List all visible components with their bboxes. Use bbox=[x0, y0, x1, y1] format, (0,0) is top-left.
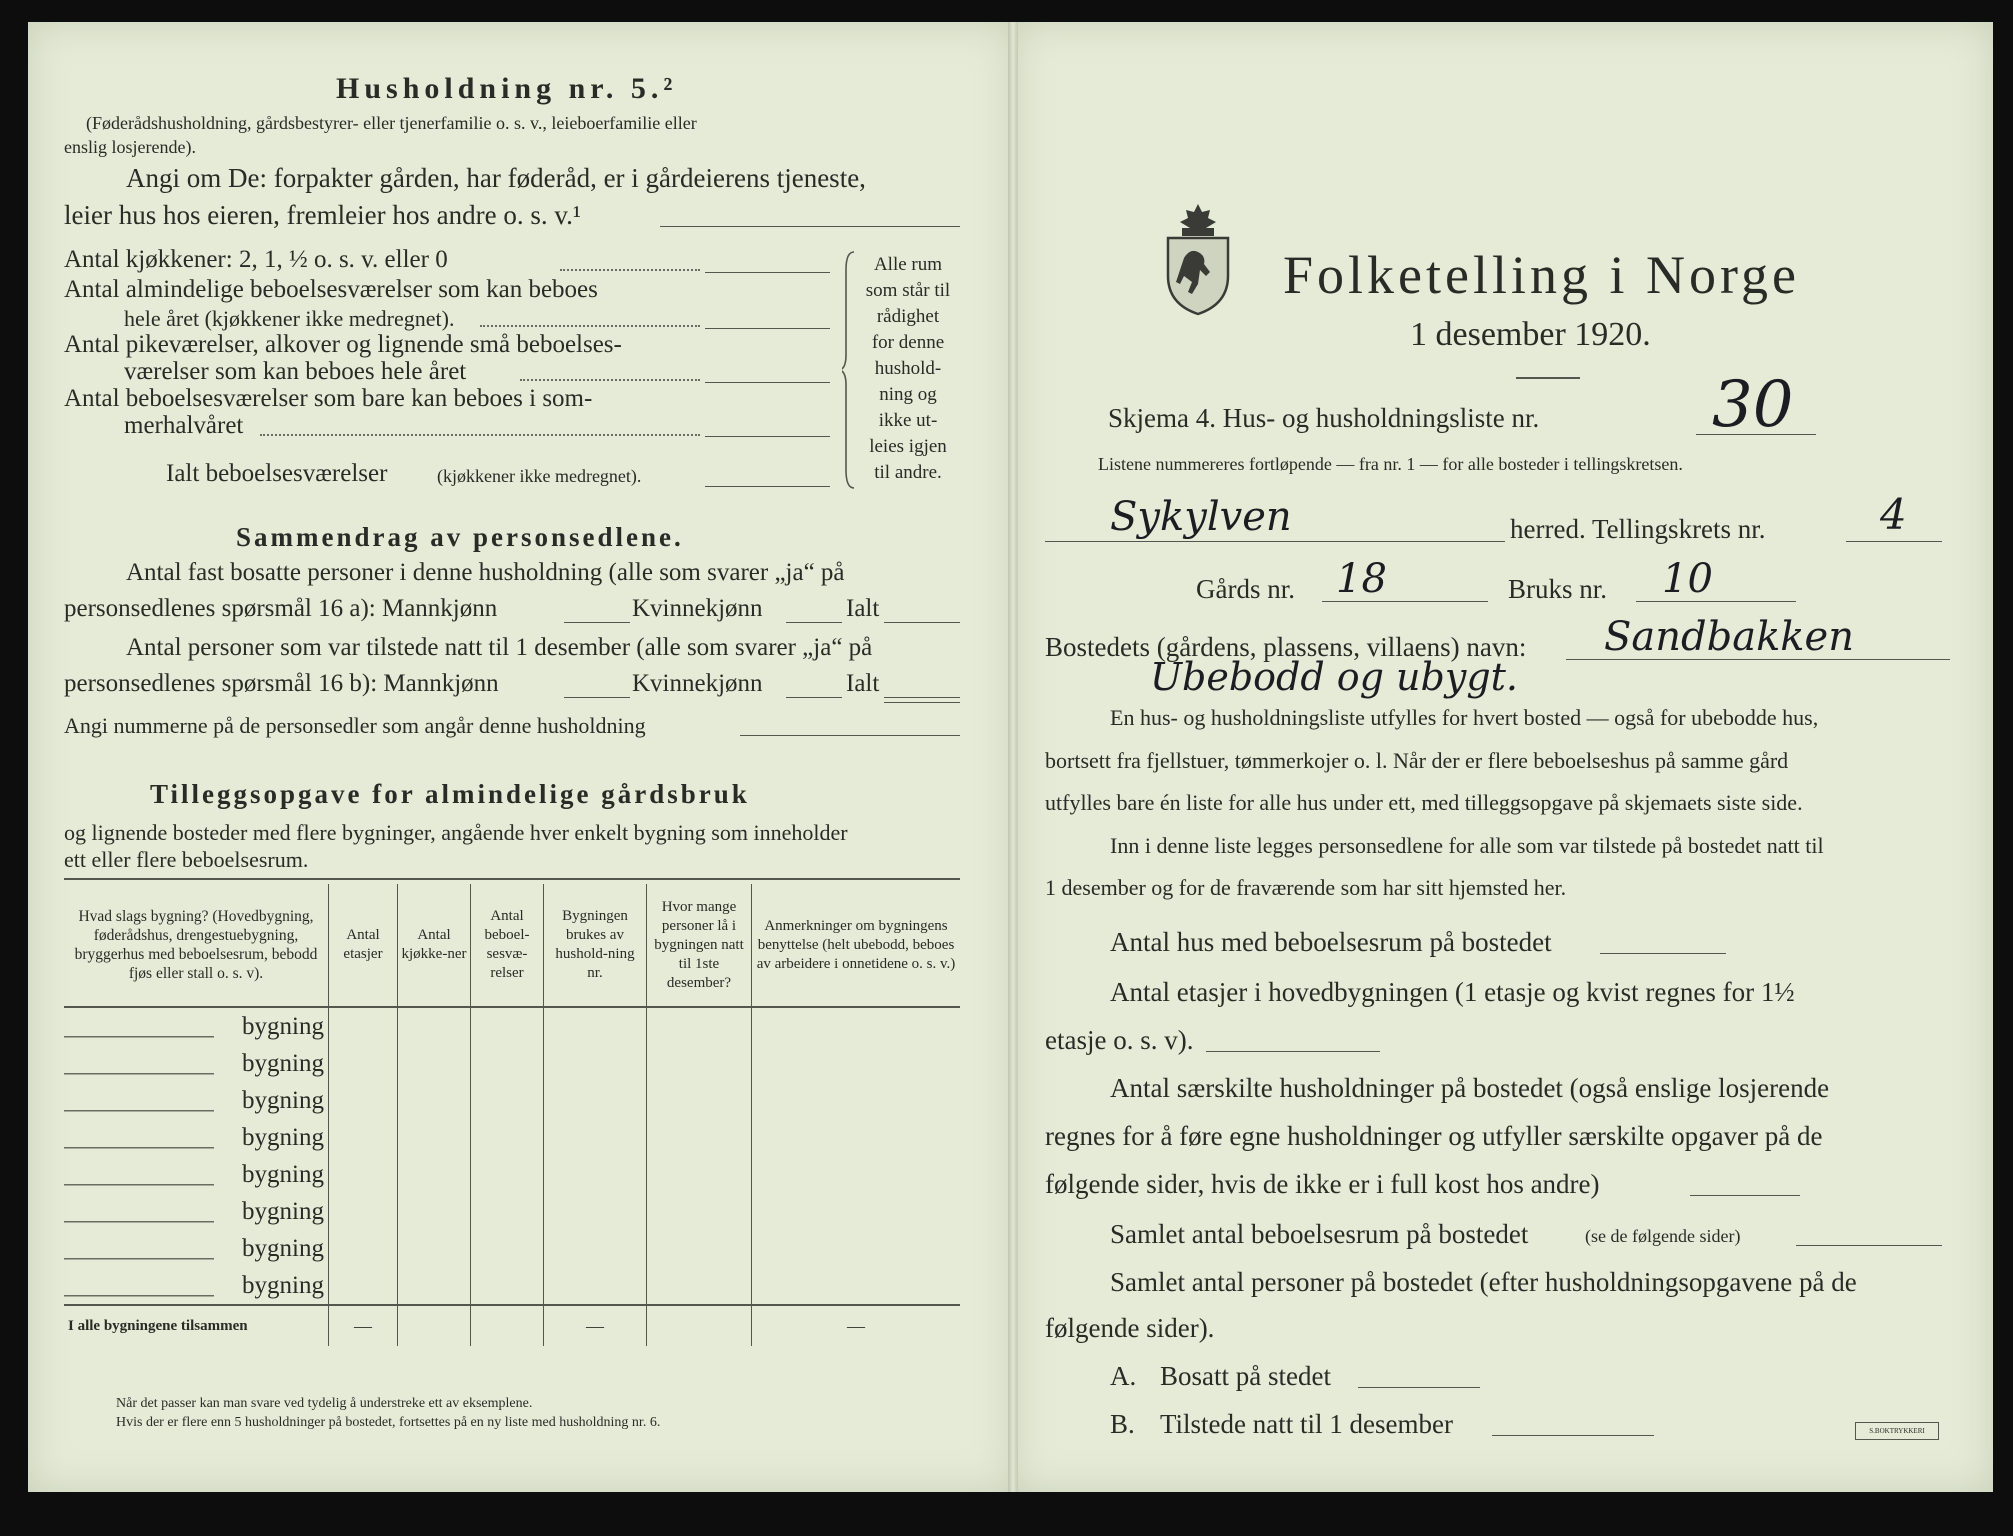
building-cell[interactable] bbox=[752, 1230, 961, 1267]
household-subtitle: (Føderådshusholdning, gårdsbestyrer- eller tjenerfamilie o. s. v., leieboerfamilie eller bbox=[86, 113, 697, 133]
q-etasjer-2: etasje o. s. v). bbox=[1045, 1025, 1194, 1055]
building-cell[interactable] bbox=[398, 1045, 471, 1082]
angi-nummerne: Angi nummerne på de personsedler som angår denne husholdning bbox=[64, 713, 646, 738]
col-husholdning: Bygningen brukes av hushold-ning nr. bbox=[544, 884, 647, 1007]
tilst-kvinne-answer bbox=[786, 697, 842, 698]
building-row-label: bygning bbox=[64, 1267, 329, 1305]
kjokkener-answer bbox=[705, 272, 830, 273]
building-cell[interactable] bbox=[398, 1267, 471, 1305]
building-row-label: bygning bbox=[64, 1082, 329, 1119]
pike-dots bbox=[520, 379, 700, 381]
side-note-line: Alle rum bbox=[873, 254, 943, 275]
building-cell[interactable] bbox=[471, 1267, 544, 1305]
fast-ialt-answer bbox=[884, 622, 960, 623]
building-cell[interactable] bbox=[398, 1230, 471, 1267]
q-rum: Samlet antal beboelsesrum på bostedet bbox=[1110, 1219, 1529, 1249]
col-beboelsesvaerelser: Antal beboel-sesvæ-relser bbox=[471, 884, 544, 1007]
title-rule bbox=[1516, 377, 1580, 379]
building-row-label: bygning bbox=[64, 1007, 329, 1045]
angi-line-1: Angi om De: forpakter gården, har føderåd, er i gårdeierens tjeneste, bbox=[126, 163, 866, 193]
a-label: A. bbox=[1110, 1361, 1137, 1391]
sum-label: I alle bygningene tilsammen bbox=[64, 1305, 329, 1346]
building-cell[interactable] bbox=[398, 1007, 471, 1045]
alm-dots bbox=[480, 325, 700, 327]
col-kjokkener: Antal kjøkke-ner bbox=[398, 884, 471, 1007]
building-cell[interactable] bbox=[329, 1193, 398, 1230]
q-etasjer-answer bbox=[1206, 1051, 1380, 1052]
building-cell[interactable] bbox=[544, 1230, 647, 1267]
building-row-label: bygning bbox=[64, 1230, 329, 1267]
b-answer bbox=[1492, 1435, 1654, 1436]
pike-label-1: Antal pikeværelser, alkover og lignende små beboelses- bbox=[64, 331, 622, 358]
skjema-label: Skjema 4. Hus- og husholdningsliste nr. bbox=[1108, 403, 1540, 433]
building-row-label: bygning bbox=[64, 1156, 329, 1193]
building-row bbox=[64, 1119, 960, 1156]
building-cell[interactable] bbox=[398, 1119, 471, 1156]
herred-label: herred. Tellingskrets nr. bbox=[1510, 514, 1766, 544]
building-cell[interactable] bbox=[398, 1156, 471, 1193]
household-subtitle-2: enslig losjerende). bbox=[64, 137, 196, 157]
fast-mann-answer bbox=[564, 622, 630, 623]
building-sum-row bbox=[64, 1305, 960, 1346]
building-cell[interactable] bbox=[544, 1045, 647, 1082]
building-cell[interactable] bbox=[471, 1045, 544, 1082]
pike-answer bbox=[705, 382, 830, 383]
skjema-number: 30 bbox=[1712, 368, 1794, 442]
bosted-label: Bostedets (gårdens, plassens, villaens) navn: bbox=[1045, 632, 1527, 662]
side-note-line: ikke ut- bbox=[878, 410, 938, 431]
building-cell[interactable] bbox=[329, 1267, 398, 1305]
col-anmerkninger: Anmerkninger om bygningens benyttelse (helt ubebodd, beboes av arbeidere i onnetidene o. s. v.) bbox=[752, 884, 961, 1007]
building-cell[interactable] bbox=[647, 1230, 752, 1267]
bosted-line bbox=[1566, 659, 1950, 660]
q-hus-answer bbox=[1600, 953, 1726, 954]
sommer-dots bbox=[260, 434, 700, 436]
q-husholdninger-2: regnes for å føre egne husholdninger og utfyller særskilte opgaver på de bbox=[1045, 1121, 1823, 1151]
building-cell[interactable] bbox=[752, 1156, 961, 1193]
herred-line bbox=[1045, 541, 1505, 542]
tilst-ialt-answer bbox=[884, 697, 960, 698]
col-building-type: Hvad slags bygning? (Hovedbygning, føderådshus, drengestuebygning, bryggerhus med beboelsesrum, bebodd fjøs eller stall o. s. v). bbox=[74, 908, 318, 982]
sum-cell bbox=[398, 1305, 471, 1346]
tilst-line-2a: personsedlenes spørsmål 16 b): Mannkjønn bbox=[64, 670, 499, 697]
building-row bbox=[64, 1230, 960, 1267]
q-rum-answer bbox=[1796, 1245, 1942, 1246]
side-note-line: leies igjen bbox=[869, 436, 947, 457]
q-rum-note: (se de følgende sider) bbox=[1585, 1226, 1741, 1246]
ialt-answer bbox=[705, 486, 830, 487]
printer-stamp: S.BOKTRYKKERI bbox=[1855, 1422, 1939, 1440]
building-row bbox=[64, 1267, 960, 1305]
sum-cell: — bbox=[329, 1305, 398, 1346]
building-row bbox=[64, 1082, 960, 1119]
ubebodd-note: Ubebodd og ubygt. bbox=[1150, 655, 1518, 699]
building-cell[interactable] bbox=[471, 1156, 544, 1193]
instruction-3: utfylles bare én liste for alle hus under ett, med tilleggsopgave på skjemaets siste side. bbox=[1045, 790, 1803, 815]
q-husholdninger-answer bbox=[1690, 1195, 1800, 1196]
building-cell[interactable] bbox=[544, 1156, 647, 1193]
building-cell[interactable] bbox=[752, 1193, 961, 1230]
sommer-label-2: merhalvåret bbox=[124, 412, 244, 439]
q-personer-1: Samlet antal personer på bostedet (efter husholdningsopgavene på de bbox=[1110, 1267, 1857, 1297]
fast-line-1: Antal fast bosatte personer i denne husholdning (alle som svarer „ja“ på bbox=[126, 559, 845, 586]
building-cell[interactable] bbox=[544, 1267, 647, 1305]
building-row-label: bygning bbox=[64, 1045, 329, 1082]
sum-cell bbox=[471, 1305, 544, 1346]
krets-line bbox=[1846, 541, 1942, 542]
krets-number: 4 bbox=[1880, 490, 1907, 539]
angi-nummerne-answer bbox=[740, 735, 960, 736]
building-row-label: bygning bbox=[64, 1193, 329, 1230]
building-table bbox=[64, 884, 960, 1346]
sum-cell: — bbox=[544, 1305, 647, 1346]
side-note-brace bbox=[842, 250, 856, 495]
col-personer: Hvor mange personer lå i bygningen natt til 1ste desember? bbox=[647, 884, 752, 1007]
side-note-line: for denne bbox=[871, 332, 945, 353]
alm-label-2: hele året (kjøkkener ikke medregnet). bbox=[124, 306, 455, 331]
building-cell[interactable] bbox=[647, 1045, 752, 1082]
gards-label: Gårds nr. bbox=[1196, 574, 1295, 604]
ialt-label: Ialt beboelsesværelser bbox=[166, 460, 388, 487]
side-note-line: til andre. bbox=[874, 462, 942, 483]
building-cell[interactable] bbox=[544, 1119, 647, 1156]
fast-line-2a: personsedlenes spørsmål 16 a): Mannkjønn bbox=[64, 595, 498, 622]
building-cell[interactable] bbox=[647, 1267, 752, 1305]
building-row bbox=[64, 1007, 960, 1045]
bruks-label: Bruks nr. bbox=[1508, 574, 1608, 604]
angi-answer-line bbox=[660, 226, 960, 227]
gards-line bbox=[1322, 601, 1488, 602]
a-text: Bosatt på stedet bbox=[1160, 1361, 1331, 1391]
tillegg-line-1: og lignende bosteder med flere bygninger, angående hver enkelt bygning som inneholder bbox=[64, 820, 848, 845]
instruction-5: 1 desember og for de fraværende som har sitt hjemsted her. bbox=[1045, 875, 1567, 900]
building-cell[interactable] bbox=[544, 1082, 647, 1119]
q-husholdninger-3: følgende sider, hvis de ikke er i full kost hos andre) bbox=[1045, 1169, 1600, 1199]
gards-number: 18 bbox=[1336, 556, 1387, 602]
building-cell[interactable] bbox=[329, 1007, 398, 1045]
bruks-number: 10 bbox=[1662, 556, 1713, 602]
sommer-label-1: Antal beboelsesværelser som bare kan beboes i som- bbox=[64, 385, 593, 412]
building-cell[interactable] bbox=[398, 1082, 471, 1119]
tilst-line-2b: Kvinnekjønn bbox=[632, 670, 763, 697]
bruks-line bbox=[1636, 601, 1796, 602]
a-answer bbox=[1358, 1387, 1480, 1388]
instruction-2: bortsett fra fjellstuer, tømmerkojer o. l. Når der er flere beboelseshus på samme gård bbox=[1045, 748, 1789, 773]
building-cell[interactable] bbox=[329, 1156, 398, 1193]
sum-cell bbox=[647, 1305, 752, 1346]
building-cell[interactable] bbox=[647, 1082, 752, 1119]
building-cell[interactable] bbox=[647, 1007, 752, 1045]
building-cell[interactable] bbox=[471, 1007, 544, 1045]
building-cell[interactable] bbox=[752, 1007, 961, 1045]
sommer-answer bbox=[705, 436, 830, 437]
skjema-number-line bbox=[1696, 434, 1816, 435]
building-cell[interactable] bbox=[398, 1193, 471, 1230]
building-cell[interactable] bbox=[752, 1119, 961, 1156]
listene-note: Listene nummereres fortløpende — fra nr. 1 — for alle bosteder i tellingskretsen. bbox=[1098, 454, 1683, 474]
tilst-line-1: Antal personer som var tilstede natt til 1 desember (alle som svarer „ja“ på bbox=[126, 634, 873, 661]
kjokkener-dots bbox=[560, 269, 700, 271]
building-cell[interactable] bbox=[647, 1119, 752, 1156]
building-cell[interactable] bbox=[647, 1156, 752, 1193]
building-cell[interactable] bbox=[471, 1119, 544, 1156]
side-note bbox=[858, 252, 958, 486]
building-row bbox=[64, 1045, 960, 1082]
census-title: Folketelling i Norge bbox=[1283, 245, 1800, 305]
building-cell[interactable] bbox=[471, 1193, 544, 1230]
building-row bbox=[64, 1156, 960, 1193]
instruction-1: En hus- og husholdningsliste utfylles for hvert bosted — også for ubebodde hus, bbox=[1110, 705, 1819, 730]
building-cell[interactable] bbox=[329, 1082, 398, 1119]
tilst-ialt-answer-2 bbox=[884, 702, 960, 703]
book-spine bbox=[1008, 22, 1018, 1492]
footnote-1: Når det passer kan man svare ved tydelig å understreke ett av eksemplene. bbox=[116, 1396, 533, 1411]
angi-line-2: leier hus hos eieren, fremleier hos andre o. s. v.¹ bbox=[64, 200, 581, 230]
building-cell[interactable] bbox=[752, 1267, 961, 1305]
side-note-line: ning og bbox=[879, 384, 937, 405]
col-etasjer: Antal etasjer bbox=[329, 884, 398, 1007]
side-note-line: hushold- bbox=[874, 358, 942, 379]
building-cell[interactable] bbox=[544, 1007, 647, 1045]
q-husholdninger-1: Antal særskilte husholdninger på bostedet (også enslige losjerende bbox=[1110, 1073, 1830, 1103]
alm-answer bbox=[705, 328, 830, 329]
household-title: Husholdning nr. 5.² bbox=[336, 72, 678, 105]
sammendrag-title: Sammendrag av personsedlene. bbox=[236, 522, 684, 552]
census-date: 1 desember 1920. bbox=[1410, 316, 1651, 353]
tilst-mann-answer bbox=[564, 697, 630, 698]
b-text: Tilstede natt til 1 desember bbox=[1160, 1409, 1453, 1439]
side-note-line: som står til bbox=[865, 280, 951, 301]
building-cell[interactable] bbox=[471, 1082, 544, 1119]
q-etasjer-1: Antal etasjer i hovedbygningen (1 etasje og kvist regnes for 1½ bbox=[1110, 977, 1795, 1007]
fast-line-2b: Kvinnekjønn bbox=[632, 595, 763, 622]
alm-label-1: Antal almindelige beboelsesværelser som kan beboes bbox=[64, 276, 598, 303]
building-cell[interactable] bbox=[752, 1045, 961, 1082]
building-row bbox=[64, 1193, 960, 1230]
herred-value: Sykylven bbox=[1110, 494, 1292, 540]
building-cell[interactable] bbox=[471, 1230, 544, 1267]
table-top-rule bbox=[64, 878, 960, 880]
building-cell[interactable] bbox=[752, 1082, 961, 1119]
side-note-line: rådighet bbox=[876, 306, 940, 327]
q-hus: Antal hus med beboelsesrum på bostedet bbox=[1110, 927, 1552, 957]
b-label: B. bbox=[1110, 1409, 1135, 1439]
footnote-2: Hvis der er flere enn 5 husholdninger på bostedet, fortsettes på en ny liste med husholdning nr. 6. bbox=[116, 1415, 661, 1430]
bosted-value: Sandbakken bbox=[1604, 614, 1854, 660]
tillegg-line-2: ett eller flere beboelsesrum. bbox=[64, 847, 309, 872]
coat-of-arms-icon bbox=[1160, 200, 1236, 321]
building-cell[interactable] bbox=[647, 1193, 752, 1230]
pike-label-2: værelser som kan beboes hele året bbox=[124, 358, 467, 385]
tillegg-title: Tilleggsopgave for almindelige gårdsbruk bbox=[150, 779, 750, 809]
building-cell[interactable] bbox=[329, 1045, 398, 1082]
kjokkener-label: Antal kjøkkener: 2, 1, ½ o. s. v. eller 0 bbox=[64, 246, 448, 273]
building-cell[interactable] bbox=[329, 1119, 398, 1156]
fast-kvinne-answer bbox=[786, 622, 842, 623]
sum-cell: — bbox=[752, 1305, 961, 1346]
q-personer-2: følgende sider). bbox=[1045, 1313, 1215, 1343]
building-cell[interactable] bbox=[329, 1230, 398, 1267]
instruction-4: Inn i denne liste legges personsedlene for alle som var tilstede på bostedet natt til bbox=[1110, 833, 1824, 858]
tilst-line-2c: Ialt bbox=[846, 670, 880, 697]
ialt-note: (kjøkkener ikke medregnet). bbox=[437, 466, 642, 486]
building-row-label: bygning bbox=[64, 1119, 329, 1156]
building-cell[interactable] bbox=[544, 1193, 647, 1230]
fast-line-2c: Ialt bbox=[846, 595, 880, 622]
